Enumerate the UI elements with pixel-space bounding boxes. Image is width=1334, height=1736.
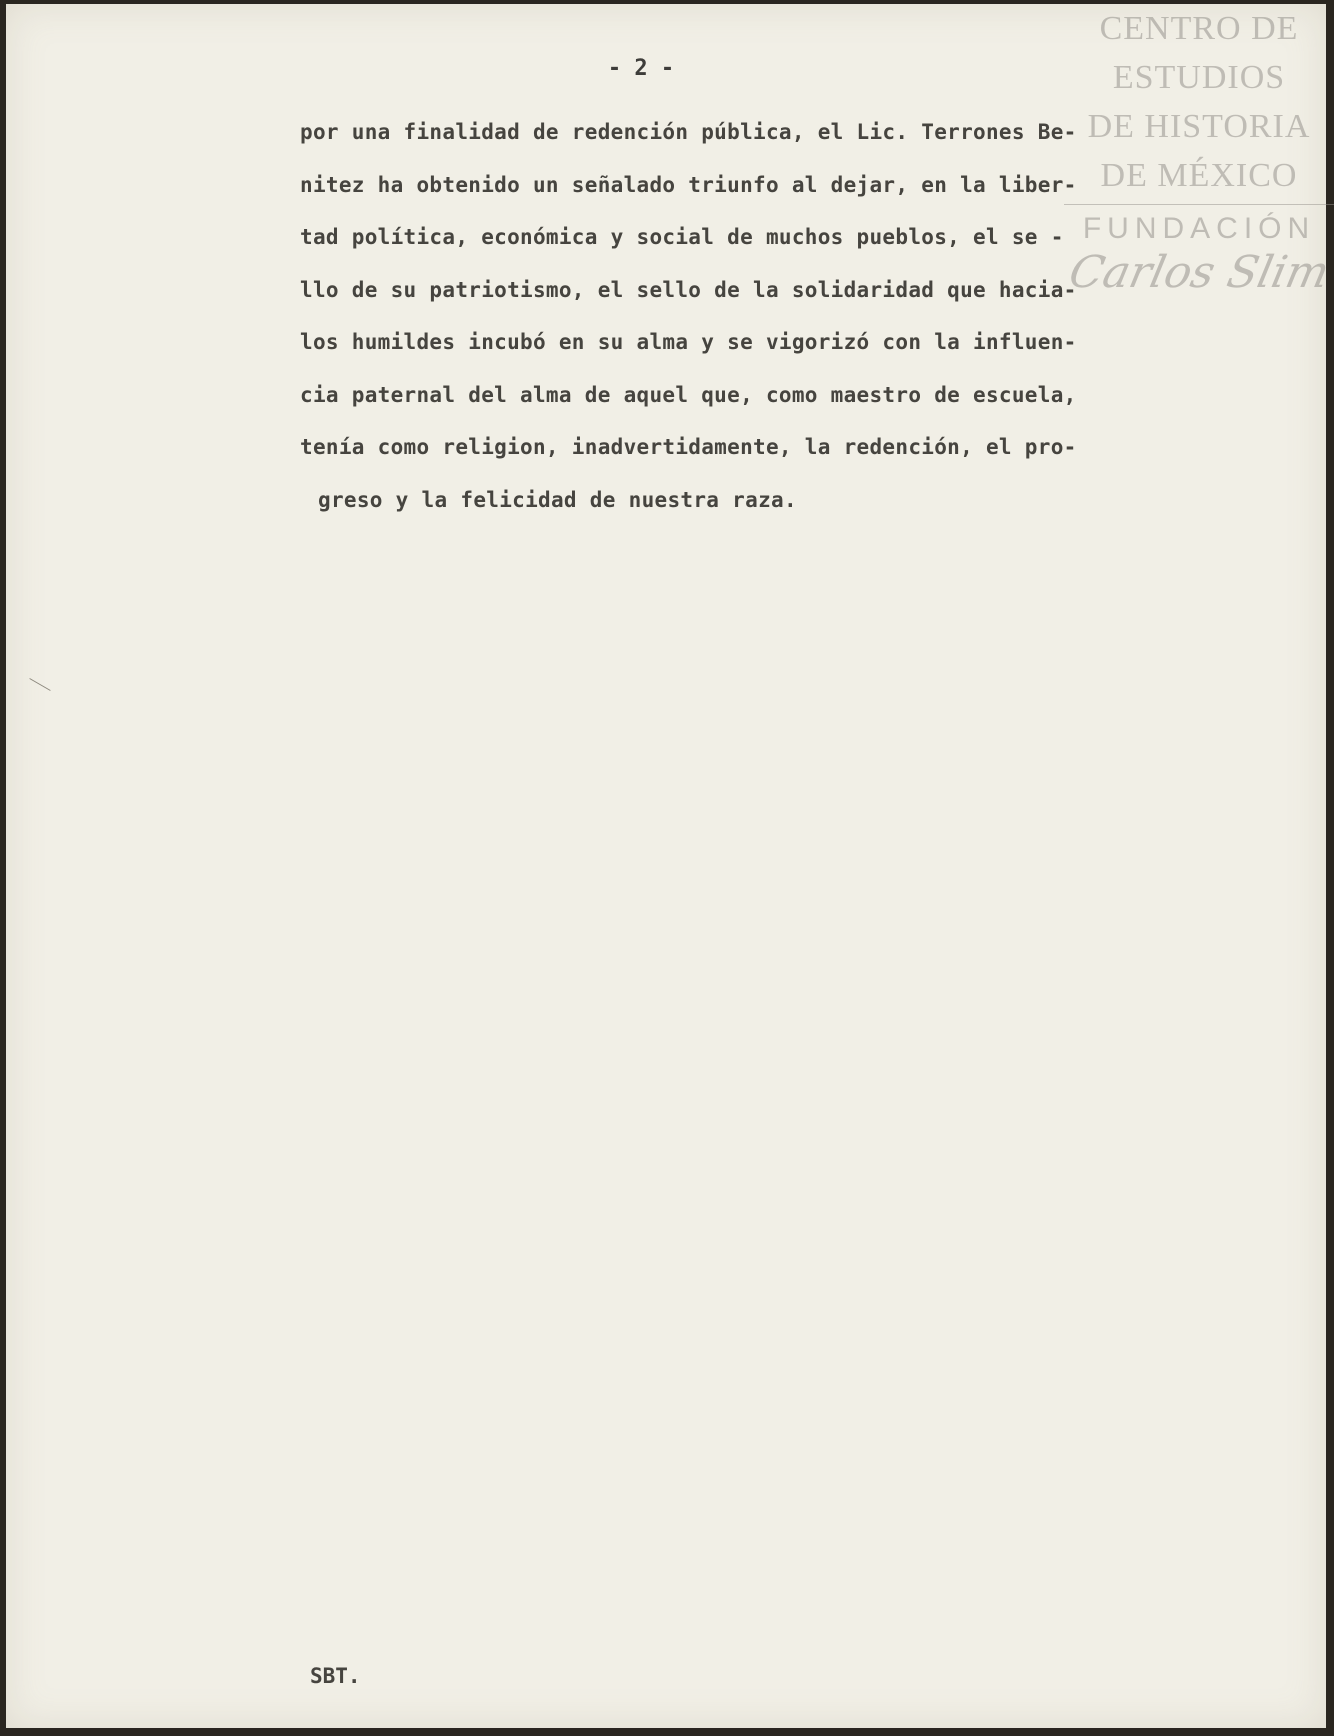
typist-initials: SBT. bbox=[310, 1664, 361, 1688]
text-line: cia paternal del alma de aquel que, como maestro de escuela, bbox=[300, 382, 1077, 407]
text-line: tad política, económica y social de muchos pueblos, el se - bbox=[300, 225, 1064, 249]
margin-mark bbox=[29, 678, 50, 691]
text-line: greso y la felicidad de nuestra raza. bbox=[318, 487, 797, 512]
watermark-line: DE HISTORIA bbox=[1087, 108, 1311, 145]
text-line: tenía como religion, inadvertidamente, la redención, el pro- bbox=[300, 435, 1077, 459]
watermark-fundacion: FUNDACIÓN bbox=[1082, 212, 1316, 245]
watermark-divider bbox=[1064, 204, 1334, 205]
watermark-line: ESTUDIOS bbox=[1112, 59, 1286, 96]
archive-watermark bbox=[1064, 4, 1334, 299]
text-line: los humildes incubó en su alma y se vigorizó con la influen- bbox=[300, 330, 1077, 354]
watermark-line: CENTRO DE bbox=[1099, 10, 1299, 47]
text-line: llo de su patriotismo, el sello de la solidaridad que hacia- bbox=[300, 277, 1077, 302]
text-line: nitez ha obtenido un señalado triunfo al dejar, en la liber- bbox=[300, 172, 1077, 197]
text-line: por una finalidad de redención pública, el Lic. Terrones Be- bbox=[300, 120, 1077, 144]
watermark-signature: Carlos Slim bbox=[1064, 247, 1334, 298]
page-number: - 2 - bbox=[607, 56, 675, 81]
watermark-line: DE MÉXICO bbox=[1100, 157, 1298, 194]
